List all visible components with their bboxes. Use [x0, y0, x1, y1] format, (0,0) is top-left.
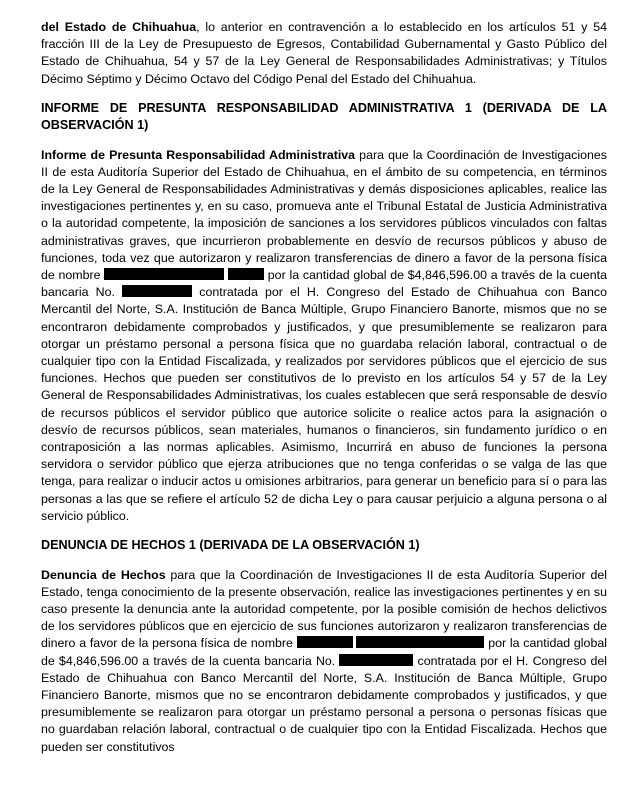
bold-lead: Informe de Presunta Responsabilidad Administrativa	[41, 147, 356, 162]
redacted-account	[122, 285, 192, 297]
paragraph-informe	[41, 147, 607, 525]
redacted-name	[297, 636, 353, 648]
paragraph-denuncia	[41, 567, 607, 756]
paragraph-continuation	[41, 19, 607, 88]
redacted-name	[356, 636, 484, 648]
paragraph-text: contratada por el H. Congreso del Estado de Chihuahua con Banco Mercantil del Norte, S.A. Institución de Banca Múltiple, Grupo Financiero Banorte, mismos que no se encontraron debidamente comprobados y justificados, y que presumiblemente se realizaron para otorgar un préstamo personal a persona física que no guardaba relación laboral, contractual o de cualquier tipo con la Entidad Fiscalizada, y realizados por servidores públicos que el ejercicio de sus funciones. Hechos que pueden ser constitutivos de lo previsto en los artículos 54 y 57 de la Ley General de Responsabilidades Administrativas, los cuales establecen que será responsable de desvío de recursos públicos el servidor público que autorice solicite o realice actos para la asignación o desvío de recursos públicos, sean materiales, humanos o financieros, sin fundamento jurídico o en contraposición a las normas aplicables. Asimismo, Incurrirá en abuso de funciones la persona servidora o servidor público que ejerza atribuciones que no tenga conferidas o se valga de las que tenga, para realizar o inducir actos u omisiones arbitrarios, para generar un beneficio para sí o para las personas a las que se refiere el artículo 52 de dicha Ley o para causar perjuicio a alguna persona o al servicio público.	[41, 285, 607, 523]
paragraph-text: contratada por el H. Congreso del Estado de Chihuahua con Banco Mercantil del Norte, S.A. Institución de Banca Múltiple, Grupo Financiero Banorte, mismos que no se encontraron debidamente comprobados y justificados, y que presumiblemente se realizaron para otorgar un préstamo personal a persona o personas físicas que no guardaban relación laboral, contractual o de cualquier tipo con la Entidad Fiscalizada. Hechos que pueden ser constitutivos	[41, 653, 608, 754]
redacted-name	[104, 268, 224, 280]
section-heading-informe: INFORME DE PRESUNTA RESPONSABILIDAD ADMINISTRATIVA 1 (DERIVADA DE LA OBSERVACIÓN 1)	[41, 100, 607, 133]
paragraph-text: , lo anterior en contravención a lo establecido en los artículos 51 y 54 fracción III de la Ley de Presupuesto de Egresos, Contabilidad Gubernamental y Gasto Público del Estado de Chihuahua, 54 y 57 de la Ley General de Responsabilidades Administrativas; y Títulos Décimo Séptimo y Décimo Octavo del Código Penal del Estado del Chihuahua.	[41, 20, 607, 86]
section-heading-denuncia: DENUNCIA DE HECHOS 1 (DERIVADA DE LA OBSERVACIÓN 1)	[41, 538, 420, 553]
paragraph-text: por la cantidad global de $4,846,596.00 a través de la cuenta bancaria No.	[41, 268, 607, 300]
bold-lead: del Estado de Chihuahua	[41, 20, 197, 34]
redacted-name	[228, 268, 264, 280]
redacted-account	[339, 654, 413, 666]
bold-lead: Denuncia de Hechos	[41, 567, 166, 582]
paragraph-text: por la cantidad global de $4,846,596.00 a través de la cuenta bancaria No.	[41, 636, 607, 668]
paragraph-text: para que la Coordinación de Investigaciones II de esta Auditoría Superior del Estado, tenga conocimiento de la presente observación, realice las investigaciones pertinentes y en su caso presente la denuncia ante la autoridad competente, por la posible comisión de hechos delictivos de los servidores públicos que en ejercicio de sus funciones autorizaron y realizaron transferencias de dinero a favor de la persona física de nombre	[41, 567, 607, 651]
paragraph-text: para que la Coordinación de Investigaciones II de esta Auditoría Superior del Estado de Chihuahua, en el ámbito de su competencia, en términos de la Ley General de Responsabilidades Administrativas y demás disposiciones aplicables, realice las investigaciones pertinentes y, en su caso, promueva ante el Tribunal Estatal de Justicia Administrativa o la autoridad competente, la imposición de sanciones a los servidores públicos vinculados con faltas administrativas graves, que incurrieron probablemente en desvío de recursos públicos y abuso de funciones, toda vez que autorizaron y realizaron transferencias de dinero a favor de la persona física de nombre	[41, 147, 607, 283]
